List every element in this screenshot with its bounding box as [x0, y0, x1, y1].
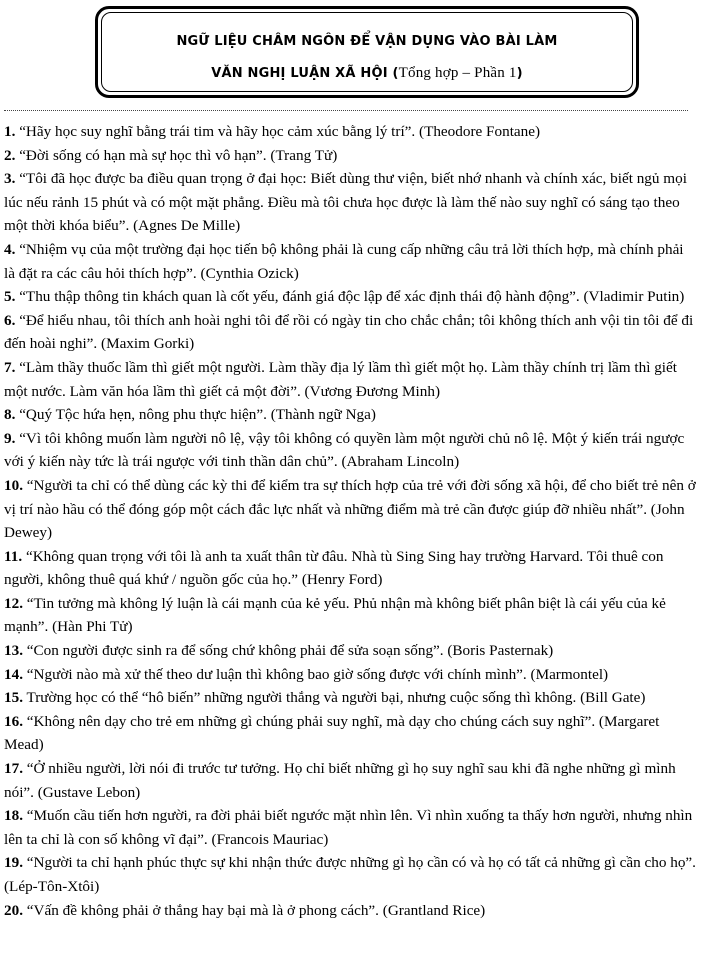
quote-item [4, 545, 698, 592]
quote-item [4, 427, 698, 474]
quote-number: 9. [4, 429, 16, 447]
quote-item [4, 403, 698, 427]
quote-number: 7. [4, 358, 16, 376]
quote-text: “Hãy học suy nghĩ bằng trái tim và hãy học cảm xúc bằng lý trí”. (Theodore Fontane) [15, 123, 541, 140]
quote-number: 10. [4, 476, 23, 494]
quote-number: 14. [4, 665, 23, 683]
quote-item [4, 285, 698, 309]
quote-text: “Người ta chỉ hạnh phúc thực sự khi nhận thức được những gì họ cần có và họ có tất cả những gì cần cho họ”. (Lép-Tôn-Xtôi) [4, 854, 696, 895]
quote-text: Trường học có thể “hô biến” những người thắng và người bại, nhưng cuộc sống thì không. (Bill Gate) [22, 689, 646, 707]
quote-number: 11. [4, 547, 23, 565]
quote-item [4, 120, 698, 144]
quote-number: 5. [4, 288, 16, 306]
quote-item [4, 757, 698, 804]
quote-item [4, 686, 698, 710]
quote-number: 19. [4, 854, 23, 872]
quote-text: “Người ta chỉ có thể dùng các kỳ thi để kiểm tra sự thích hợp của trẻ với đời sống xã hội, để cho biết trẻ nên ở vị trí nào hầu có thể đóng góp một cách đắc lực nhất và những điểm mà trẻ cần được giúp đỡ nhiều nhất”. (John Dewey) [4, 476, 696, 542]
quote-item [4, 144, 698, 168]
quote-text: “Quý Tộc hứa hẹn, nông phu thực hiện”. (Thành ngữ Nga) [15, 406, 376, 424]
quote-item [4, 592, 698, 639]
title-line-2-main: VĂN NGHỊ LUẬN XÃ HỘI ( [211, 66, 399, 81]
quote-number: 15. [4, 689, 23, 707]
quote-item [4, 804, 698, 851]
quote-item [4, 710, 698, 757]
quote-item [4, 167, 698, 238]
quote-text: “Không quan trọng với tôi là anh ta xuất thân từ đâu. Nhà tù Sing Sing hay trường Harvard. Tôi thuê con người, không thuê quá khứ / nguồn gốc của họ.” (Henry Ford) [4, 547, 664, 589]
title-box [95, 6, 639, 98]
quote-text: “Tin tưởng mà không lý luận là cái mạnh của kẻ yếu. Phủ nhận mà không biết phân biệt là cái yếu của kẻ mạnh”. (Hàn Phi Tử) [4, 594, 666, 636]
quote-text: “Để hiểu nhau, tôi thích anh hoài nghi tôi để rồi có ngày tin cho chắc chắn; tôi không thích anh vội tin tôi để đi đến hoài nghi”. (Maxim Gorki) [4, 311, 694, 353]
quote-text: “Con người được sinh ra để sống chứ không phải để sửa soạn sống”. (Boris Pasternak) [22, 642, 554, 660]
quote-list [4, 120, 698, 922]
title-line-2 [98, 65, 636, 82]
quote-text: “Không nên dạy cho trẻ em những gì chúng phải suy nghĩ, mà dạy cho chúng cách suy nghĩ”. (Margaret Mead) [4, 712, 660, 754]
quote-number: 3. [4, 170, 16, 188]
quote-text: “Nhiệm vụ của một trường đại học tiến bộ không phải là cung cấp những câu trả lời thích hợp, mà chính phải là đặt ra các câu hỏi thích hợp”. (Cynthia Ozick) [4, 240, 684, 282]
quote-number: 8. [4, 406, 16, 424]
quote-item [4, 899, 698, 923]
quote-item [4, 356, 698, 403]
title-line-2-subtitle: Tổng hợp – Phần 1 [398, 65, 517, 81]
quote-number: 1. [4, 123, 16, 140]
quote-number: 12. [4, 594, 23, 612]
quote-text: “Vấn đề không phải ở thắng hay bại mà là ở phong cách”. (Grantland Rice) [22, 901, 486, 919]
quote-number: 13. [4, 642, 23, 660]
quote-text: “Tôi đã học được ba điều quan trọng ở đại học: Biết dùng thư viện, biết nhớ nhanh và chính xác, biết ngủ mọi lúc nếu rảnh 15 phút và có một mặt phẳng. Điều mà tôi chưa học được là làm thế nào suy nghĩ có sáng tạo theo một thời khóa biểu”. (Agnes De Mille) [4, 170, 687, 235]
quote-item [4, 238, 698, 285]
quote-text: “Muốn cầu tiến hơn người, ra đời phải biết ngước mặt nhìn lên. Vì nhìn xuống ta thấy hơn người, nhưng nhìn lên ta chỉ là con số không vĩ đại”. (Francois Mauriac) [4, 807, 693, 848]
title-line-1: NGỮ LIỆU CHÂM NGÔN ĐỂ VẬN DỤNG VÀO BÀI LÀM [176, 34, 558, 49]
quote-number: 2. [4, 146, 16, 164]
quote-number: 16. [4, 712, 23, 730]
quote-text: “Người nào mà xử thế theo dư luận thì không bao giờ sống được với chính mình”. (Marmontel) [22, 665, 609, 683]
quote-number: 4. [4, 240, 16, 258]
quote-number: 20. [4, 901, 23, 919]
title-line-2-close: ) [516, 66, 523, 81]
quote-item [4, 474, 698, 545]
quote-item [4, 639, 698, 663]
dotted-divider [4, 110, 688, 111]
quote-item [4, 663, 698, 687]
quote-text: “Ở nhiều người, lời nói đi trước tư tưởng. Họ chỉ biết những gì họ suy nghĩ sau khi đã nghe những gì mình nói”. (Gustave Lebon) [4, 760, 676, 801]
quote-text: “Làm thầy thuốc lầm thì giết một người. Làm thầy địa lý lầm thì giết một họ. Làm thầy chính trị lầm thì giết một nước. Làm văn hóa lầm thì giết cả một đời”. (Vương Đương Minh) [4, 358, 677, 400]
quote-number: 18. [4, 807, 23, 825]
quote-item [4, 309, 698, 356]
quote-item [4, 851, 698, 898]
quote-text: “Đời sống có hạn mà sự học thì vô hạn”. (Trang Tử) [15, 146, 338, 164]
quote-number: 17. [4, 760, 23, 778]
quote-number: 6. [4, 311, 16, 329]
quote-text: “Thu thập thông tin khách quan là cốt yếu, đánh giá độc lập để xác định thái độ hành động”. (Vladimir Putin) [15, 288, 685, 306]
quote-text: “Vì tôi không muốn làm người nô lệ, vậy tôi không có quyền làm một người chủ nô lệ. Một ý kiến trái ngược với ý kiến này tức là trái ngược với tinh thần dân chủ”. (Abraham Lincoln) [4, 429, 685, 471]
